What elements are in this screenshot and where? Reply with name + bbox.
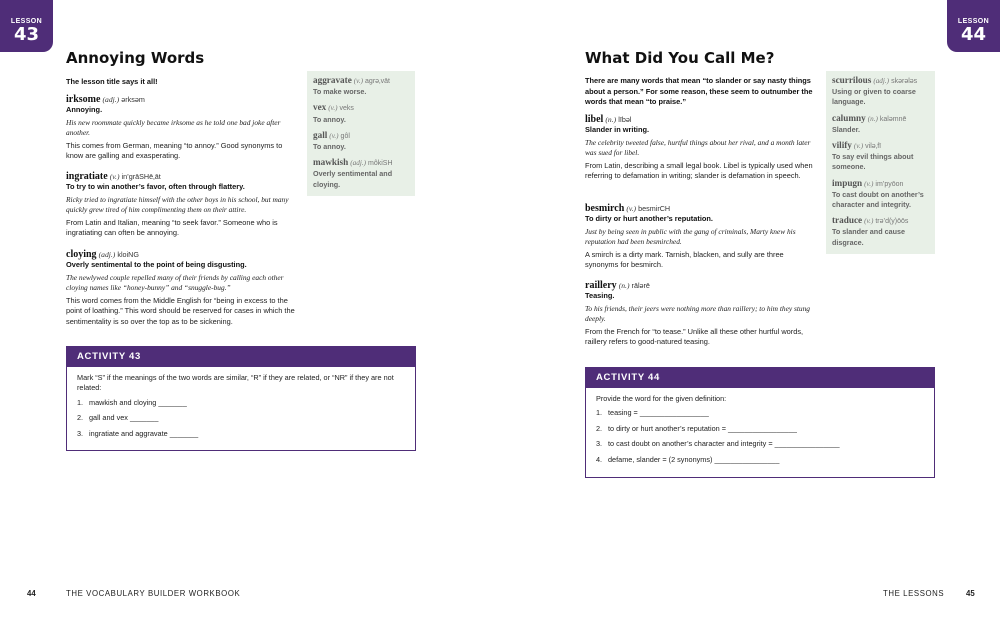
entry-word: besmirch [585,203,625,214]
entry-example: His new roommate quickly became irksome as he told one bad joke after another. [66,117,281,137]
activity-instructions: Provide the word for the given definition: [596,394,727,403]
page-number-left: 44 [27,589,36,598]
entry-definition: To try to win another’s favor, often through flattery. [66,182,245,192]
entry-word: cloying [66,249,97,260]
entry-definition: Annoying. [66,105,103,115]
lesson-number: 43 [13,24,40,45]
entry-raillery [585,281,815,348]
sidebar-item: impugn (v.) im’pyōon To cast doubt on another’s character and integrity. [832,177,924,210]
activity-heading: ACTIVITY 43 [67,347,415,367]
entry-word: irksome [66,94,101,105]
entry-pos: (n.) [605,115,617,124]
sidebar-related-words [826,71,935,254]
activity-43-box [66,346,416,451]
entry-example: Ricky tried to ingratiate himself with the other boys in his school, but many quickly grew tired of him complimenting them on their attire. [66,194,289,214]
sidebar-related-words [307,71,415,196]
entry-pronunciation: rālərē [631,281,650,290]
lesson-title: Annoying Words [66,49,205,67]
activity-item[interactable]: 3. ingratiate and aggravate _______ [77,428,199,438]
entry-example: The celebrity tweeted false, hurtful things about her rival, and a month later was sued for libel. [585,137,811,157]
entry-word: libel [585,114,604,125]
activity-44-box [585,367,935,478]
entry-pronunciation: lībəl [618,115,632,124]
lesson-intro: The lesson title says it all! [66,77,158,86]
entry-cloying [66,250,296,327]
entry-pronunciation: besmirCH [638,204,671,213]
sidebar-item: vilify (v.) vilə‚fī To say evil things about someone. [832,140,914,172]
sidebar-item: traduce (v.) trə’d(y)ōōs To slander and cause disgrace. [832,215,909,247]
entry-definition: Teasing. [585,291,615,301]
activity-items [586,404,934,465]
entry-example: To his friends, their jeers were nothing more than raillery; to him they stung deeply. [585,303,810,323]
page-number-right: 45 [966,589,975,598]
entry-note: From Latin, describing a small legal book. Libel is typically used when referring to defamation in writing; slander is defamation in speech. [585,161,813,181]
entry-besmirch [585,204,815,271]
entry-pos: (v.) [626,204,637,213]
entry-pronunciation: ərksəm [121,95,145,104]
sidebar-item: scurrilous (adj.) skərələs Using or given to coarse language. [832,75,918,107]
activity-instructions: Mark “S” if the meanings of the two words are similar, “R” if they are related, or “NR” if they are not related: [77,373,394,393]
lesson-label: LESSON [957,18,990,25]
entry-note: This comes from German, meaning “to annoy.” Good synonyms to know are galling and exasperating. [66,141,283,161]
entry-note: This word comes from the Middle English for “being in excess to the point of loathing.” This word should be reserved for cases in which the sentimentality is so over the top as to be sickening. [66,296,295,326]
entry-definition: To dirty or hurt another’s reputation. [585,214,713,224]
lesson-title: What Did You Call Me? [585,49,775,67]
entry-libel [585,115,815,182]
lesson-label: LESSON [10,18,43,25]
entry-example: Just by being seen in public with the gang of criminals, Marty knew his reputation had been besmirched. [585,226,796,246]
entry-pos: (adj.) [98,250,116,259]
footer-section-title: THE LESSONS [883,589,945,598]
sidebar-item: gall (v.) gôl To annoy. [313,129,350,152]
entry-pos: (adj.) [102,95,120,104]
lesson-tab-43 [0,0,53,52]
entry-note: From the French for “to tease.” Unlike all these other hurtful words, raillery refers to good-natured teasing. [585,327,804,347]
entry-note: From Latin and Italian, meaning “to seek favor.” Someone who is ingratiating can often be annoying. [66,218,278,238]
entry-irksome [66,95,296,162]
entry-definition: Overly sentimental to the point of being disgusting. [66,260,247,270]
entry-pos: (v.) [109,172,120,181]
sidebar-item: aggravate (v.) agrə‚vāt To make worse. [313,75,390,97]
sidebar-item: calumny (n.) kaləmnē Slander. [832,112,907,134]
activity-item[interactable]: 3. to cast doubt on another’s character and integrity = ________________ [596,439,840,449]
lesson-intro: There are many words that mean “to slander or say nasty things about a person.” For some reason, these seem to outnumber the words that mean “to praise.” [585,76,813,106]
entry-note: A smirch is a dirty mark. Tarnish, blacken, and sully are three synonyms for besmirch. [585,250,784,270]
activity-items [67,394,415,439]
activity-item[interactable]: 2. gall and vex _______ [77,413,159,423]
activity-item[interactable]: 4. defame, slander = (2 synonyms) ________________ [596,454,780,464]
entry-ingratiate [66,172,296,239]
entry-pos: (n.) [618,281,630,290]
sidebar-item: vex (v.) veks To annoy. [313,102,354,124]
activity-item[interactable]: 1. mawkish and cloying _______ [77,397,187,407]
entry-definition: Slander in writing. [585,125,650,135]
entry-pronunciation: kloiNG [117,250,139,259]
entry-example: The newlywed couple repelled many of their friends by calling each other cloying names like “honey-bunny” and “snuggle-bug.” [66,272,284,292]
lesson-number: 44 [960,24,987,45]
sidebar-item: mawkish (adj.) môkiSH Overly sentimental and cloying. [313,157,393,189]
activity-item[interactable]: 2. to dirty or hurt another’s reputation = _________________ [596,423,797,433]
entry-pronunciation: in’grāSHē‚āt [121,172,161,181]
entry-word: ingratiate [66,171,108,182]
entry-word: raillery [585,280,617,291]
activity-item[interactable]: 1. teasing = _________________ [596,408,709,418]
footer-book-title: THE VOCABULARY BUILDER WORKBOOK [66,589,241,598]
lesson-tab-44 [947,0,1000,52]
activity-heading: ACTIVITY 44 [586,368,934,388]
